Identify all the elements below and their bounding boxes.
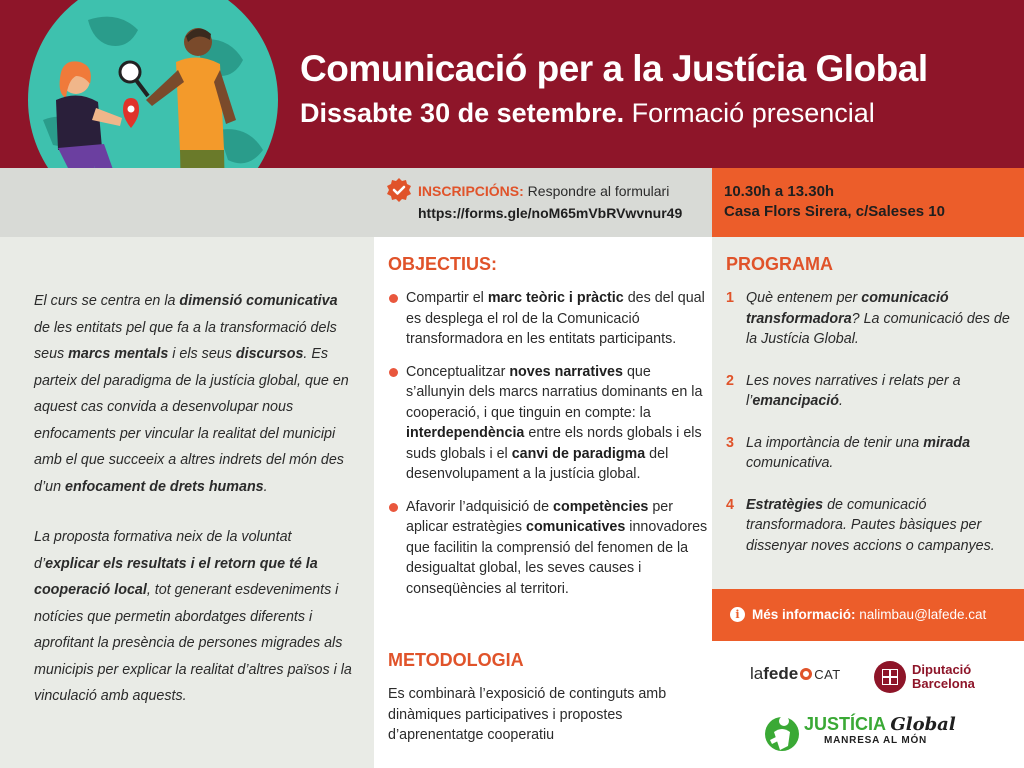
programme-item-number: 1 xyxy=(726,290,734,306)
programme-item-text: Estratègies de comunicació transformadora. Pautes bàsiques per dissenyar noves accions o campanyes. xyxy=(746,496,995,554)
objective-item: Conceptualitzar noves narratives que s’allunyin dels marcs narratius dominants en la cooperació, i que tinguin en compte: la interdependència entre els nords globals i els suds globals i el canvi de paradigma del desenvolupament a la justícia global. xyxy=(388,362,708,485)
programme-list xyxy=(726,288,1016,577)
programme-item xyxy=(726,371,1016,412)
justicia-global-figure-icon xyxy=(762,712,802,756)
methodology-heading: METODOLOGIA xyxy=(388,650,524,670)
programme-item-text: Les noves narratives i relats per a l’emancipació. xyxy=(746,372,961,409)
programme-item xyxy=(726,288,1016,350)
methodology-text: Es combinarà l’exposició de continguts amb dinàmiques participatives i propostes d’aprenentatge cooperatiu xyxy=(388,686,667,743)
programme-item-text: La importància de tenir una mirada comunicativa. xyxy=(746,434,971,471)
diputacio-seal-icon xyxy=(873,660,907,694)
info-icon: i xyxy=(730,607,745,622)
diputacio-logo-text: Diputació Barcelona xyxy=(912,662,975,691)
intro-paragraph: La proposta formativa neix de la voluntat d’explicar els resultats i el retorn que té la cooperació local, tot generant esdeveniments i notícies que permetin abordatges diferents i aprofitant la presència de persones migrades als municipis per explicar la realitat d’altres països i la vinculació amb aquests. xyxy=(34,529,352,704)
page-subtitle xyxy=(300,98,875,129)
more-info-label: Més informació: xyxy=(752,607,856,622)
programme-item-text: Què entenem per comunicació transformadora? La comunicació des de la Justícia Global. xyxy=(746,290,1010,347)
intro-text xyxy=(34,288,356,710)
registration-band xyxy=(0,168,712,237)
subtitle-format: Formació presencial xyxy=(624,98,875,128)
registration-text xyxy=(418,183,669,199)
justicia-global-logo: JUSTÍCIA Global MANRESA AL MÓN xyxy=(804,714,956,746)
more-info-email[interactable]: nalimbau@lafede.cat xyxy=(855,607,987,622)
subtitle-date: Dissabte 30 de setembre. xyxy=(300,98,625,128)
registration-instruction: Respondre al formulari xyxy=(523,183,670,199)
registration-label: INSCRIPCIÓNS: xyxy=(418,183,524,199)
lafede-logo: lafede CAT xyxy=(750,664,841,683)
event-place: Casa Flors Sirera, c/Saleses 10 xyxy=(724,203,945,220)
more-info-text xyxy=(752,607,986,622)
programme-item-number: 2 xyxy=(726,372,734,389)
objectives-list xyxy=(388,288,708,611)
programme-item xyxy=(726,433,1016,474)
programme-heading: PROGRAMA xyxy=(726,254,833,274)
programme-item-number: 4 xyxy=(726,496,734,513)
objective-item: Afavorir l’adquisició de competències per aplicar estratègies comunicatives innovadores que facilitin la comprensió del fenomen de la desigualtat global, les seves causes i conseqüències al territori. xyxy=(388,497,708,600)
event-time: 10.30h a 13.30h xyxy=(724,183,835,200)
programme-item xyxy=(726,495,1016,557)
objective-item: Compartir el marc teòric i pràctic des del qual es desplega el rol de la Comunicació transformadora en les entitats participants. xyxy=(388,288,708,350)
lafede-dot-icon xyxy=(800,668,812,680)
logos-panel xyxy=(712,641,1024,768)
check-badge-icon xyxy=(386,177,412,203)
registration-link[interactable]: https://forms.gle/noM65mVbRVwvnur49 xyxy=(418,205,683,221)
intro-paragraph: El curs se centra en la dimensió comunicativa de les entitats pel que fa a la transformació dels seus marcs mentals i els seus discursos. Es parteix del paradigma de la justícia global, que en aquest cas convida a desenvolupar nous enfocaments per vincular la realitat del municipi amb el que succeeix a altres indrets del món des d’un enfocament de drets humans. xyxy=(34,293,349,495)
objectives-heading: OBJECTIUS: xyxy=(388,254,498,274)
page-title: Comunicació per a la Justícia Global xyxy=(300,48,928,89)
programme-item-number: 3 xyxy=(726,434,734,451)
